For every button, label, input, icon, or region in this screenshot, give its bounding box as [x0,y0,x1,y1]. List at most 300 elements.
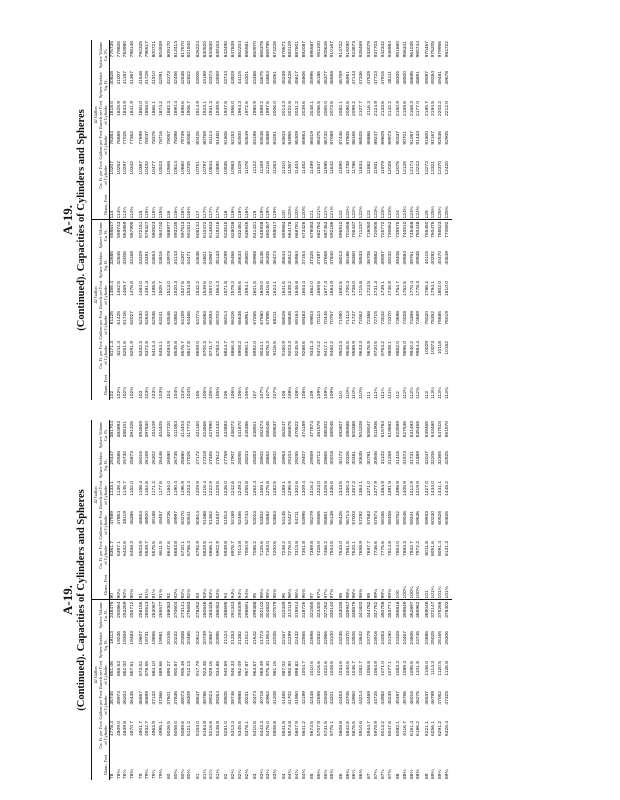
table-cell: 47144 [352,71,358,85]
table-row [410,420,417,780]
table-cell: 1222.9 [209,481,215,496]
column-header: Gallons per Foot of Cylinder [92,510,110,540]
table-row [359,420,366,780]
table-cell: 11979 [380,161,386,175]
table-cell: 830520 [202,41,208,58]
right-page-header [60,40,88,400]
table-cell: 70124 [316,311,322,325]
table-cell: 103¼ [145,386,151,399]
table-cell: 1357.2 [352,481,358,496]
table-cell: 265577 [158,601,164,618]
table-row [145,40,152,400]
table-cell: 456046 [266,421,272,438]
table-cell: 100¼ [403,570,410,600]
table-cell: 79 [138,773,144,779]
table-row [308,420,317,780]
table-cell: 4963.9 [152,721,158,736]
table-cell: 8251.6 [123,341,129,356]
table-cell: 1077.1 [387,661,393,676]
table-cell: 33168 [130,251,136,265]
table-cell: 49284 [431,71,437,85]
table-cell: 47916 [380,71,386,85]
table-cell: 90¾ [130,570,137,600]
table-cell: 101¾ [445,570,452,600]
table-cell: 113¾ [444,387,450,399]
table-cell: 104 [167,390,173,399]
table-cell: 109½ [323,386,329,399]
table-row [394,420,403,780]
table-cell: 27465 [209,451,215,465]
table-cell: 628038 [231,221,237,238]
table-cell: 1520.3 [173,281,179,296]
table-cell: 46016 [409,691,415,705]
table-cell: 22832 [316,631,322,645]
table-cell: 6575.5 [152,541,158,556]
table-cell: 99¾ [388,570,395,600]
column-header: Sphere Surface Sq. Ft. [92,630,110,660]
table-cell: 706437 [352,221,358,238]
table-cell: 82500 [237,131,243,145]
table-cell: 48305 [396,71,402,85]
table-cell: 7125.6 [259,541,265,556]
table-cell: 45428 [288,71,294,85]
table-cell: 481579 [316,421,322,438]
table-cell: 765523 [438,221,444,238]
table-cell: 1858.0 [145,101,151,116]
table-cell: 89973 [387,131,393,145]
table-cell: 874226 [273,41,279,58]
table-row [381,40,388,400]
table-cell: 1083.3 [396,661,402,676]
table-cell: 78¾ [130,769,136,779]
table-cell: 2194.5 [431,101,437,116]
table-cell: 1316.2 [310,481,316,496]
table-cell: 42199 [301,691,307,705]
table-cell: 1715.8 [358,281,364,296]
table-cell: 1882.3 [167,101,173,116]
table-cell: 120½ [295,190,302,220]
table-cell: 93 [194,570,203,600]
table-cell: 29865 [323,451,329,465]
table-row [110,420,117,780]
table-cell: 318726 [301,601,307,618]
table-cell: 24745 [416,631,422,645]
table-cell: 929.16 [209,661,215,676]
table-cell: 1343.5 [338,481,344,496]
table-cell: 92536 [438,131,444,145]
table-cell: 5842.6 [345,721,351,736]
table-cell: 1203.4 [187,481,193,496]
table-cell: 4809.0 [116,721,122,736]
table-cell: 979956 [438,41,444,58]
table-cell: 1275.8 [266,481,272,496]
table-cell: 57003 [352,511,358,525]
table-cell: 107¾ [273,386,279,399]
table-cell: 6082.1 [396,721,402,736]
table-row [381,420,388,780]
table-cell: 851.06 [110,661,115,676]
table-cell: 601812 [187,221,193,238]
table-cell: 33979 [167,251,173,265]
table-cell: 46186 [316,71,322,85]
table-cell: 24053 [380,631,386,645]
table-cell: 9118.5 [273,341,279,356]
table-cell: 78¼ [116,769,122,779]
table-cell: 394569 [138,421,144,438]
table-cell: 275693 [187,601,193,618]
table-cell: 113 [424,391,430,399]
table-cell: 33006 [123,251,129,265]
table-cell: 2133.6 [380,101,386,116]
table-cell: 30481 [352,451,358,465]
table-cell: 369046 [424,601,430,618]
table-row [330,40,337,400]
table-cell: 1419.9 [416,481,422,496]
table-cell: 109 [310,390,316,399]
table-cell: 1794.1 [431,281,437,296]
table-cell: 6756.4 [187,541,193,556]
table-cell: 92½ [181,570,188,600]
table-cell: 7620.1 [352,541,358,556]
table-cell: 66326 [231,311,237,325]
table-cell: 9633.3 [358,341,364,356]
table-cell: 34967 [209,251,215,265]
table-cell: 508047 [367,421,373,438]
table-cell: 43189 [202,71,208,85]
table-cell: 892087 [301,41,307,58]
table-cell: 35633 [237,251,243,265]
column-header: Gallons per Foot of Cylinder [92,690,110,720]
table-cell: 36136 [259,251,265,265]
table-cell: 74358 [409,311,415,325]
table-cell: 26590 [167,451,173,465]
table-cell: 28652 [266,451,272,465]
table-cell: 8741.7 [209,341,215,356]
table-cell: 59933 [424,511,430,525]
table-cell: 304832 [266,601,272,618]
table-cell: 88¾ [416,769,422,779]
table-cell: 5345.6 [237,721,243,736]
table-cell: 10568 [167,161,173,175]
table-cell: 839153 [215,41,221,58]
table-cell: 113¼ [431,387,437,399]
table-cell: 87¾ [387,769,393,779]
table-cell: 597513 [180,221,186,238]
table-cell: 9808.1 [387,341,393,356]
table-cell: 21512 [244,631,250,645]
table-cell: 2014.3 [281,101,287,116]
table-cell: 8700.3 [202,341,208,356]
table-row [137,40,146,400]
table-cell: 5741.5 [323,721,329,736]
table-cell: 5910.6 [358,721,364,736]
table-cell: 117¾ [216,190,223,220]
table-row [288,420,295,780]
table-cell: 1120.5 [438,661,444,676]
table-cell: 11642 [330,161,336,175]
table-cell: 86 [338,773,344,779]
table-cell: 25165 [438,631,444,645]
table-cell: 942342 [380,41,386,58]
table-cell: 32685 [110,251,115,265]
table-cell: 76354 [110,131,115,145]
table-cell: 19856 [152,631,158,645]
table-cell: 114¾ [130,190,137,220]
table-cell: 102½ [123,386,129,399]
table-cell: 39264 [215,691,221,705]
table-cell: 88525 [358,131,364,145]
table-cell: 48119 [123,511,129,525]
table-row [194,420,203,780]
table-cell: 1923.1 [202,101,208,116]
table-cell: 6939.8 [224,541,230,556]
table-cell: 49726 [167,511,173,525]
table-cell: 365962 [416,601,422,618]
table-cell: 118½ [238,190,245,220]
table-row [231,40,238,400]
table-row [324,420,331,780]
table-row [273,40,280,400]
table-cell: 381704 [110,421,115,438]
table-cell: 6432.6 [123,541,129,556]
table-cell: 9589.9 [352,341,358,356]
table-cell: 539465 [424,421,430,438]
table-cell: 716060 [367,221,373,238]
table-cell: 104¼ [173,386,179,399]
table-cell: 1594.1 [244,281,250,296]
table-cell: 4995.1 [158,721,164,736]
table-cell: 1108.0 [424,661,430,676]
table-cell: 91800 [424,131,430,145]
table-cell: 22167 [281,631,287,645]
table-cell: 87446 [338,131,344,145]
table-cell: 97¾ [330,570,337,600]
table-cell: 255712 [130,601,136,618]
table-cell: 45239 [387,691,393,705]
table-cell: 59636 [416,511,422,525]
table-cell: 69803 [310,311,316,325]
table-cell: 11263 [273,161,279,175]
table-cell: 117½ [209,190,216,220]
table-cell: 125¾ [445,190,452,220]
table-cell: 79½ [152,769,158,779]
table-cell: 350758 [380,601,386,618]
table-cell: 668791 [295,221,301,238]
table-cell: 63546 [167,311,173,325]
table-cell: 912.13 [187,661,193,676]
table-cell: 115 [137,190,146,220]
column-header: Cu. Ft. per Foot of Cylinder [92,160,110,190]
table-cell: 104¾ [187,386,193,399]
table-cell: 580523 [152,221,158,238]
table-cell: 86¾ [358,769,364,779]
table-cell: 1236.0 [224,481,230,496]
table-cell: 1874.2 [158,101,164,116]
table-cell: 67265 [253,311,259,325]
table-cell: 659584 [281,221,287,238]
table-cell: 106¾ [244,386,250,399]
table-cell: 64774 [195,311,201,325]
table-cell: 1802.0 [438,281,444,296]
table-cell: 12321 [431,161,437,175]
table-cell: 27907 [231,451,237,465]
table-cell: 80769 [202,131,208,145]
table-cell: 551570 [444,421,450,438]
table-cell: 122¾ [359,190,366,220]
table-cell: 45051 [273,71,279,85]
table-cell: 39584 [402,251,408,265]
table-cell: 38547 [195,691,201,705]
table-cell: 847839 [231,41,237,58]
table-cell: 32846 [116,251,122,265]
table-cell: 6186.2 [416,721,422,736]
table-cell: 313119 [288,601,294,618]
table-cell: 40828 [110,71,115,85]
table-cell: 527536 [402,421,408,438]
table-cell: 78376 [152,131,158,145]
table-cell: 121¾ [330,190,337,220]
table-cell: 268083 [167,601,173,618]
table-cell: 93¾ [216,570,223,600]
table-cell: 112 [396,391,402,399]
table-cell: 49087 [424,71,430,85]
table-cell: 25447 [110,451,115,465]
table-cell: 108 [281,390,287,399]
table-cell: 8291.9 [130,341,136,356]
table-cell: 655017 [273,221,279,238]
table-cell: 1295.9 [288,481,294,496]
table-cell: 5641.2 [301,721,307,736]
table-cell: 10029 [424,341,430,355]
table-cell: 307579 [273,601,279,618]
table-cell: 6291.2 [438,721,444,736]
table-cell: 30791 [367,451,373,465]
table-cell: 755450 [424,221,430,238]
table-cell: 9203.3 [288,341,294,356]
table-cell: 65393 [209,311,215,325]
table-cell: 94½ [238,570,245,600]
document-page [60,40,560,780]
table-cell: 687463 [323,221,329,238]
table-cell: 1825.9 [116,101,122,116]
table-cell: 31573 [402,451,408,465]
table-cell: 88½ [409,769,415,779]
table-cell: 975205 [431,41,437,58]
table-row [209,40,216,400]
table-cell: 7775.6 [380,541,386,556]
table-cell: 867.51 [130,661,136,676]
table-cell: 981.15 [273,661,279,676]
table-cell: 44863 [266,71,272,85]
table-cell: 1242.6 [231,481,237,496]
table-cell: 101 [423,570,432,600]
table-cell: 1850.0 [138,101,144,116]
table-cell: 98½ [352,570,359,600]
table-cell: 1469.7 [123,281,129,296]
table-cell: 6683.8 [173,541,179,556]
table-cell: 1731.3 [374,281,380,296]
table-cell: 89247 [374,131,380,145]
table-cell: 97 [308,570,317,600]
table-cell: 76019 [444,311,450,325]
table-cell: 1323.0 [316,481,322,496]
table-cell: 44115 [237,71,243,85]
table-cell: 37601 [167,691,173,705]
table-cell: 39746 [231,691,237,705]
table-cell: 28502 [259,451,265,465]
table-cell: 547515 [438,421,444,438]
table-cell: 69483 [301,311,307,325]
table-cell: 946994 [387,41,393,58]
table-cell: 614833 [209,221,215,238]
table-cell: 35299 [224,251,230,265]
right-page-title: A-19. [60,205,75,235]
table-cell: 6866.1 [209,541,215,556]
table-row [110,40,117,400]
table-cell: 27026 [187,451,193,465]
table-cell: 2065.0 [323,101,329,116]
table-cell: 53582 [266,511,272,525]
table-cell: 5313.3 [231,721,237,736]
table-cell: 8413.4 [152,341,158,356]
table-cell: 106½ [237,386,243,399]
table-cell: 11122 [253,161,259,174]
table-cell: 1336.6 [330,481,336,496]
table-cell: 445386 [244,421,250,438]
table-cell: 116¾ [187,190,194,220]
table-cell: 47336 [358,71,364,85]
table-cell: 75020 [424,311,430,325]
table-cell: 11738 [345,161,351,175]
table-cell: 54145 [281,511,287,525]
table-cell: 74689 [416,311,422,325]
table-cell: 330140 [330,601,336,618]
table-cell: 5541.8 [281,721,287,736]
table-cell: 431432 [215,421,221,438]
table-cell: 914722 [338,41,344,58]
table-cell: 1980.9 [253,101,259,116]
table-cell: 22565 [301,631,307,645]
table-cell: 775735 [110,41,115,58]
table-cell: 10432 [145,161,151,175]
table-cell: 26880 [180,451,186,465]
table-cell: 31102 [380,451,386,465]
table-cell: 270604 [173,601,179,618]
table-cell: 6976.7 [231,541,237,556]
table-cell: 9764.2 [380,341,386,356]
table-cell: 19731 [145,631,151,645]
table-cell: 8950.1 [244,341,250,356]
table-cell: 411053 [173,421,179,437]
table-cell: 1914.9 [195,101,201,116]
table-cell: 1906.7 [187,101,193,116]
table-cell: 843490 [224,41,230,58]
table-cell: 294009 [237,601,243,618]
table-cell: 107½ [266,386,272,399]
table-cell: 278262 [195,601,201,618]
table-cell: 41910 [152,71,158,85]
table-cell: 83899 [266,131,272,145]
table-cell: 34801 [202,251,208,265]
table-cell: 725772 [380,221,386,238]
table-cell: 327262 [323,601,329,618]
table-cell: 41367 [130,71,136,85]
table-cell: 120¾ [302,190,309,220]
table-cell: 489045 [330,421,336,438]
table-cell: 98 [337,570,346,600]
table-cell: 883129 [288,41,294,58]
table-row [366,420,375,780]
